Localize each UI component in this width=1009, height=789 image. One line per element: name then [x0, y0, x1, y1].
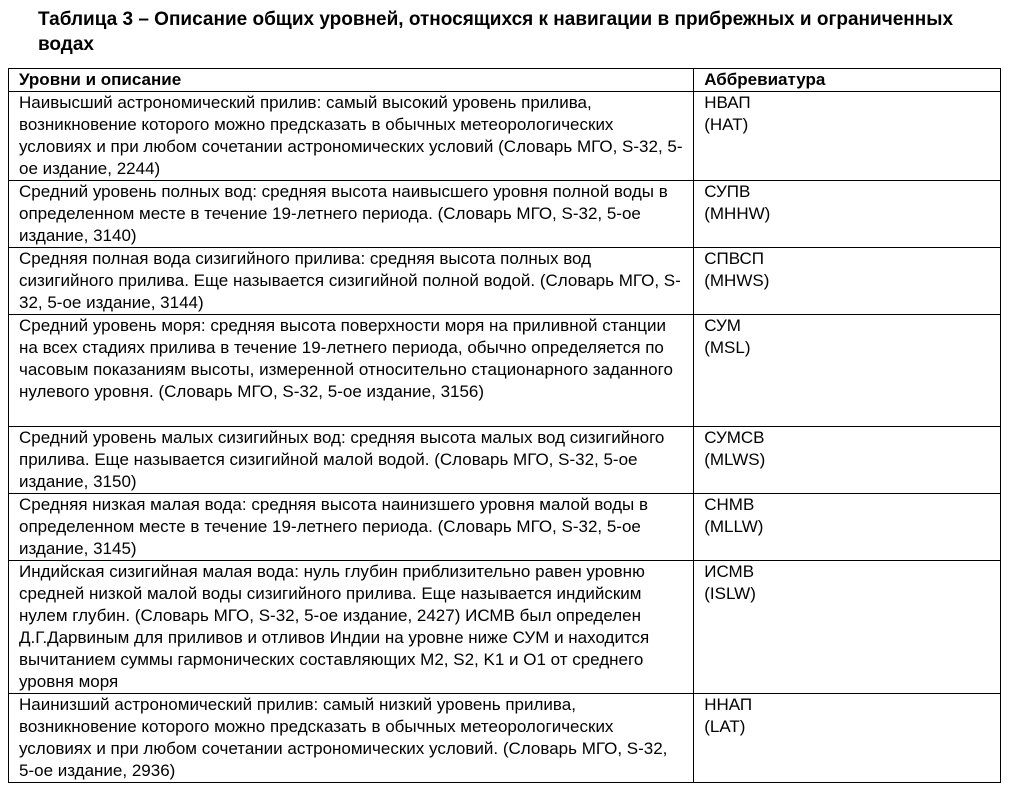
level-abbreviation — [694, 248, 1001, 315]
level-description: Средняя низкая малая вода: средняя высота наинизшего уровня малой воды в определенном месте в течение 19-летнего периода. (Словарь МГО, S-32, 5-ое издание, 3145) — [9, 494, 694, 561]
table-row — [9, 315, 1001, 427]
level-description: Индийская сизигийная малая вода: нуль глубин приблизительно равен уровню средней низкой малой воды сизигийного прилива. Еще называется индийским нулем глубин. (Словарь МГО, S-32, 5-ое издание, 2427) ИСМВ был определен Д.Г.Дарвиным для приливов и отливов Индии на уровне ниже СУМ и находится вычитанием суммы гармонических составляющих M2, S2, K1 и O1 от среднего уровня моря — [9, 561, 694, 694]
table-body — [9, 92, 1001, 783]
level-abbreviation — [694, 561, 1001, 694]
abbreviation-en: (LAT) — [704, 717, 746, 736]
level-description: Наивысший астрономический прилив: самый высокий уровень прилива, возникновение которого можно предсказать в обычных метеорологических условиях и при любом сочетании астрономических условий (Словарь МГО, S-32, 5-ое издание, 2244) — [9, 92, 694, 181]
abbreviation-ru: ИСМВ — [704, 562, 755, 581]
tide-levels-table — [8, 68, 1001, 783]
level-description: Средний уровень полных вод: средняя высота наивысшего уровня полной воды в определенном месте в течение 19-летнего периода. (Словарь МГО, S-32, 5-ое издание, 3140) — [9, 181, 694, 248]
level-description: Наинизший астрономический прилив: самый низкий уровень прилива, возникновение которого можно предсказать в обычных метеорологических условиях и при любом сочетании астрономических условий. (Словарь МГО, S-32, 5-ое издание, 2936) — [9, 694, 694, 783]
abbreviation-en: (MSL) — [704, 338, 751, 357]
table-header-row — [9, 69, 1001, 92]
abbreviation-ru: СПВСП — [704, 249, 764, 268]
table-row — [9, 92, 1001, 181]
table-row — [9, 494, 1001, 561]
abbreviation-en: (ISLW) — [704, 584, 756, 603]
level-abbreviation — [694, 694, 1001, 783]
level-abbreviation — [694, 181, 1001, 248]
table-row — [9, 694, 1001, 783]
abbreviation-ru: НВАП — [704, 93, 751, 112]
table-row — [9, 248, 1001, 315]
abbreviation-ru: СУМ — [704, 316, 741, 335]
table-caption: Таблица 3 – Описание общих уровней, относящихся к навигации в прибрежных и ограниченных водах — [38, 9, 954, 55]
abbreviation-ru: СНМВ — [704, 495, 755, 514]
abbreviation-ru: СУМСВ — [704, 428, 765, 447]
table-row — [9, 561, 1001, 694]
level-abbreviation — [694, 92, 1001, 181]
header-abbreviation: Аббревиатура — [694, 69, 1001, 92]
level-abbreviation — [694, 315, 1001, 427]
level-abbreviation — [694, 494, 1001, 561]
abbreviation-en: (MHWS) — [704, 271, 770, 290]
table-row — [9, 181, 1001, 248]
level-description: Средняя полная вода сизигийного прилива: средняя высота полных вод сизигийного прилива. Еще называется сизигийной полной водой. (Словарь МГО, S-32, 5-ое издание, 3144) — [9, 248, 694, 315]
level-description: Средний уровень моря: средняя высота поверхности моря на приливной станции на всех стадиях прилива в течение 19-летнего периода, обычно определяется по часовым показаниям высоты, измеренной относительно стационарного заданного нулевого уровня. (Словарь МГО, S-32, 5-ое издание, 3156) — [9, 315, 694, 427]
header-levels-description: Уровни и описание — [9, 69, 694, 92]
abbreviation-en: (MLLW) — [704, 517, 764, 536]
abbreviation-ru: СУПВ — [704, 182, 751, 201]
abbreviation-ru: ННАП — [704, 695, 753, 714]
abbreviation-en: (MHHW) — [704, 204, 771, 223]
table-row — [9, 427, 1001, 494]
level-abbreviation — [694, 427, 1001, 494]
abbreviation-en: (HAT) — [704, 115, 749, 134]
abbreviation-en: (MLWS) — [704, 450, 766, 469]
level-description: Средний уровень малых сизигийных вод: средняя высота малых вод сизигийного прилива. Еще называется сизигийной малой водой. (Словарь МГО, S-32, 5-ое издание, 3150) — [9, 427, 694, 494]
